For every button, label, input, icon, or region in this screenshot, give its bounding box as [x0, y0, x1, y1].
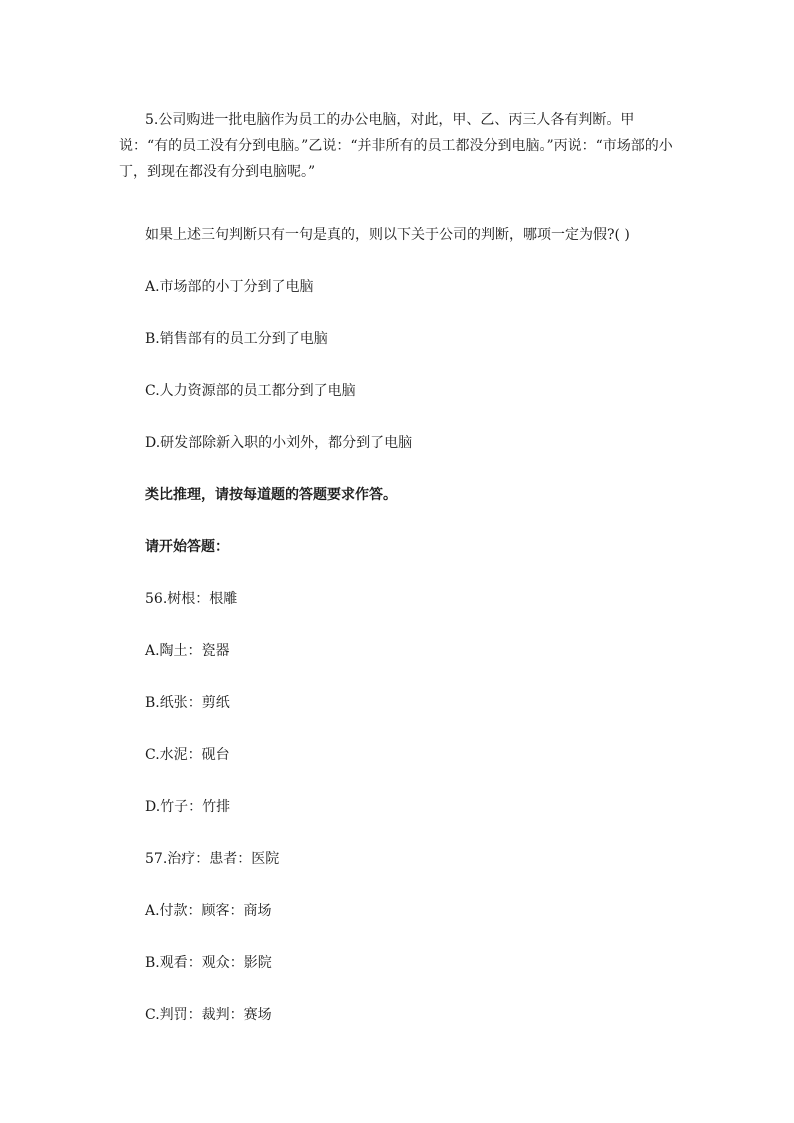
question-56-option-c: C.水泥：砚台: [145, 747, 230, 763]
question-56-stem: 56.树根：根雕: [145, 591, 238, 607]
question-55-option-d: D.研发部除新入职的小刘外，都分到了电脑: [145, 435, 413, 451]
question-55-stem: 5.公司购进一批电脑作为员工的办公电脑，对此，甲、乙、丙三人各有判断。甲说：“有的员工没有分到电脑。”乙说：“并非所有的员工都没分到电脑。”丙说：“市场部的小丁，到现在都没有分到电脑呢。”: [119, 112, 673, 180]
question-57-option-b: B.观看：观众：影院: [145, 955, 272, 971]
section-start-label: 请开始答题：: [145, 539, 229, 555]
section-heading: 类比推理，请按每道题的答题要求作答。: [145, 487, 397, 503]
question-56-option-d: D.竹子：竹排: [145, 799, 231, 815]
question-55-prompt: 如果上述三句判断只有一句是真的，则以下关于公司的判断，哪项一定为假?( ): [145, 227, 630, 243]
question-55-option-c: C.人力资源部的员工都分到了电脑: [145, 383, 356, 399]
question-57-option-c: C.判罚：裁判：赛场: [145, 1007, 272, 1023]
question-55-option-a: A.市场部的小丁分到了电脑: [145, 279, 314, 295]
question-57-stem: 57.治疗：患者：医院: [145, 851, 280, 867]
question-56-option-a: A.陶土：瓷器: [145, 643, 230, 659]
question-57-option-a: A.付款：顾客：商场: [145, 903, 272, 919]
question-55-option-b: B.销售部有的员工分到了电脑: [145, 331, 328, 347]
question-56-option-b: B.纸张：剪纸: [145, 695, 230, 711]
